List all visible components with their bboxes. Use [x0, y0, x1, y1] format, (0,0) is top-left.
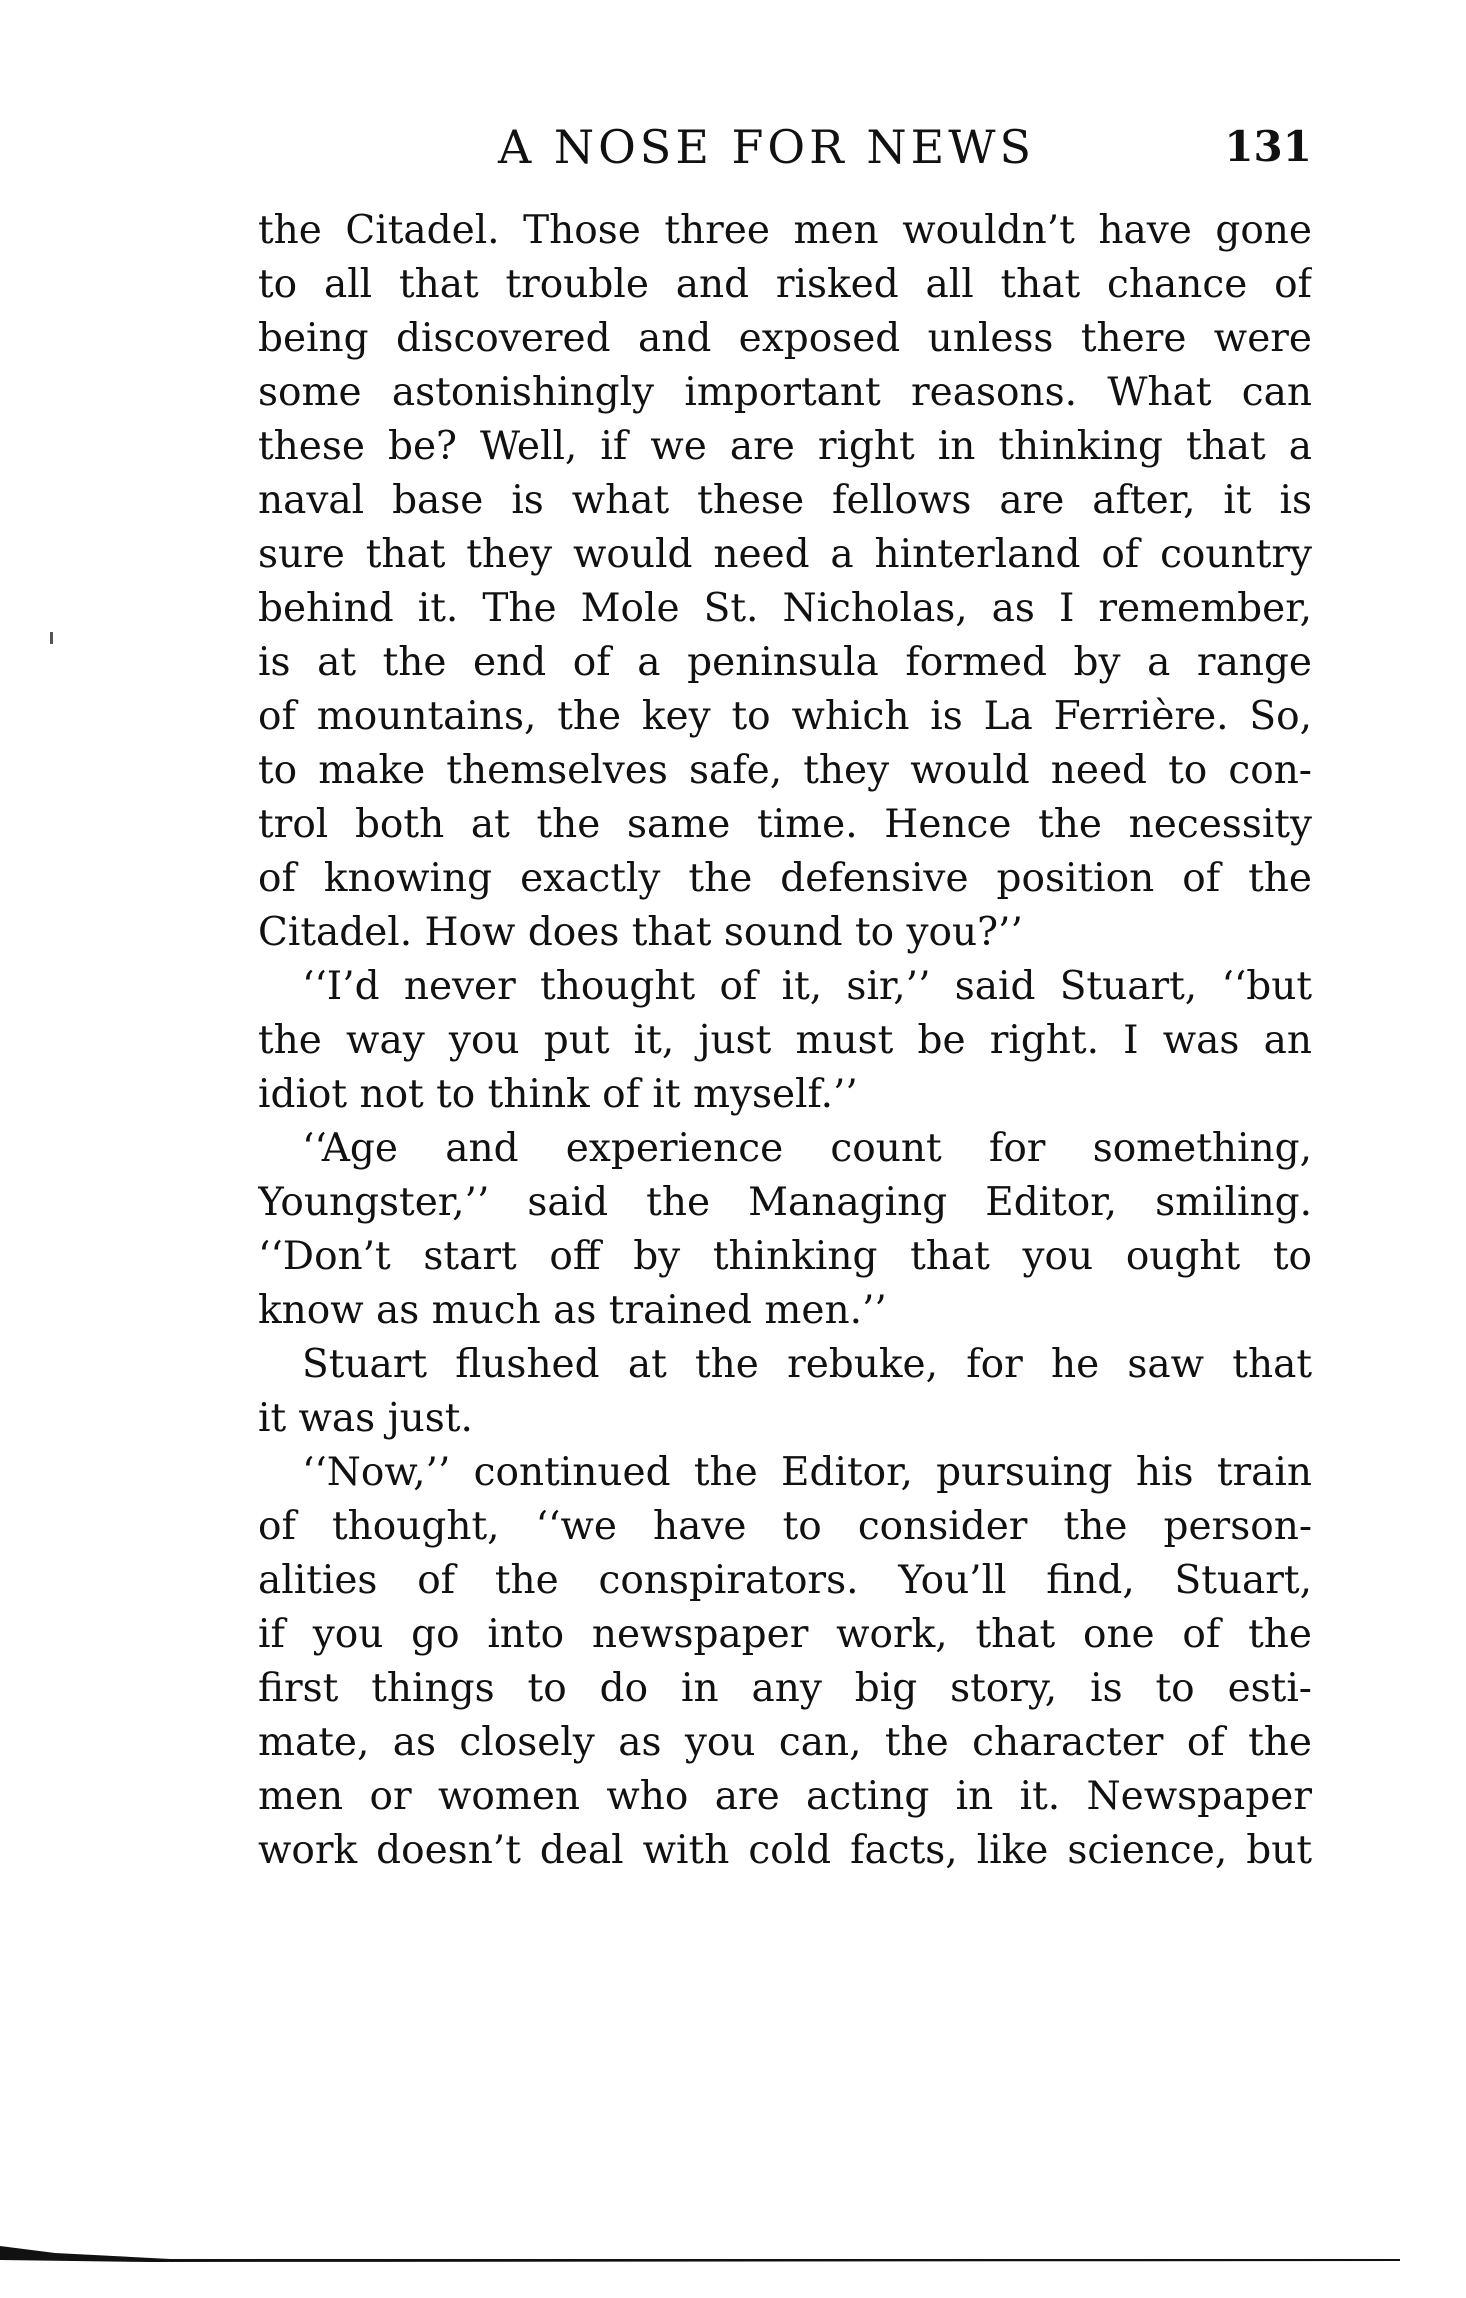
body-text — [258, 204, 1312, 1878]
text-line: Citadel. How does that sound to you?’’ — [258, 910, 1023, 955]
text-line: mate, as closely as you can, the character of the — [258, 1720, 1312, 1765]
text-line: is at the end of a peninsula formed by a range — [258, 640, 1312, 685]
text-line: some astonishingly important reasons. What can — [258, 370, 1312, 415]
text-line: trol both at the same time. Hence the necessity — [258, 802, 1312, 847]
text-line: being discovered and exposed unless there were — [258, 316, 1312, 361]
text-line: the way you put it, just must be right. I was an — [258, 1018, 1312, 1063]
text-line: behind it. The Mole St. Nicholas, as I remember, — [258, 586, 1312, 631]
text-line: the Citadel. Those three men wouldn’t have gone — [258, 208, 1312, 253]
text-line: of knowing exactly the defensive position of the — [258, 856, 1312, 901]
text-line: first things to do in any big story, is to esti- — [258, 1666, 1312, 1711]
running-header — [258, 112, 1312, 182]
text-line: ‘‘Don’t start off by thinking that you ought to — [258, 1234, 1312, 1279]
page-number: 131 — [1224, 122, 1312, 171]
text-line: naval base is what these fellows are after, it is — [258, 478, 1312, 523]
text-line: of thought, ‘‘we have to consider the person- — [258, 1504, 1312, 1549]
text-line: sure that they would need a hinterland of country — [258, 532, 1312, 577]
text-line: of mountains, the key to which is La Ferrière. So, — [258, 694, 1312, 739]
text-line: ‘‘Now,’’ continued the Editor, pursuing his train — [302, 1450, 1312, 1495]
bottom-scan-rule — [0, 2240, 1400, 2264]
text-line: if you go into newspaper work, that one of the — [258, 1612, 1312, 1657]
text-line: know as much as trained men.’’ — [258, 1288, 887, 1333]
stray-mark — [50, 632, 53, 644]
text-line: men or women who are acting in it. Newspaper — [258, 1774, 1312, 1819]
text-line: Youngster,’’ said the Managing Editor, smiling. — [258, 1180, 1312, 1225]
text-line: it was just. — [258, 1396, 473, 1441]
text-line: ‘‘I’d never thought of it, sir,’’ said Stuart, ‘‘but — [302, 964, 1312, 1009]
text-line: work doesn’t deal with cold facts, like science, but — [258, 1828, 1312, 1873]
text-line: to make themselves safe, they would need to con- — [258, 748, 1312, 793]
text-line: alities of the conspirators. You’ll find, Stuart, — [258, 1558, 1312, 1603]
text-line: these be? Well, if we are right in thinking that a — [258, 424, 1312, 469]
text-line: to all that trouble and risked all that chance of — [258, 262, 1312, 307]
text-line: idiot not to think of it myself.’’ — [258, 1072, 858, 1117]
text-line: ‘‘Age and experience count for something, — [302, 1126, 1312, 1171]
running-title: A NOSE FOR NEWS — [498, 120, 1036, 174]
text-line: Stuart flushed at the rebuke, for he saw that — [302, 1342, 1312, 1387]
